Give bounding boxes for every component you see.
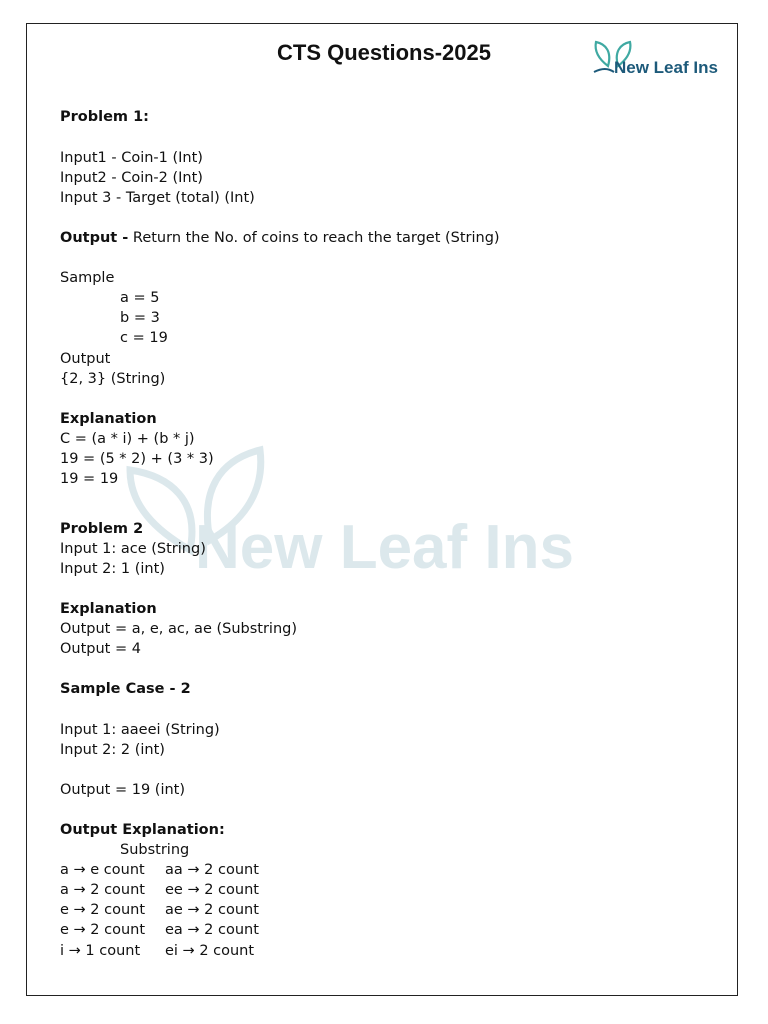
output-text: Return the No. of coins to reach the target (String) (132, 230, 500, 246)
table-cell: ei → 2 count (165, 943, 255, 959)
problem2-input2: Input 2: 1 (int) (60, 561, 165, 577)
problem2-explanation-heading: Explanation (60, 601, 157, 617)
explanation-heading: Explanation (60, 411, 157, 427)
table-cell: e → 2 count (60, 922, 146, 938)
substring-label: Substring (120, 842, 190, 858)
problem2-input1: Input 1: ace (String) (60, 541, 206, 557)
table-cell: ea → 2 count (165, 922, 259, 938)
problem2-exp1: Output = a, e, ac, ae (Substring) (60, 621, 298, 637)
table-cell: a → e count (60, 862, 145, 878)
problem1-input2: Input2 - Coin-2 (Int) (60, 170, 203, 186)
explanation-line-3: 19 = 19 (60, 471, 119, 487)
output-value: {2, 3} (String) (60, 371, 166, 387)
logo (592, 38, 742, 82)
sample-b: b = 3 (120, 310, 160, 326)
sample-case-heading: Sample Case - 2 (60, 681, 191, 697)
output-explanation-heading: Output Explanation: (60, 822, 225, 838)
explanation-line-1: C = (a * i) + (b * j) (60, 431, 195, 447)
case-input1: Input 1: aaeei (String) (60, 722, 220, 738)
watermark-text: New Leaf Ins (195, 513, 574, 582)
table-cell: aa → 2 count (165, 862, 259, 878)
problem1-output-line (60, 228, 500, 248)
sample-label: Sample (60, 270, 115, 286)
problem2-exp2: Output = 4 (60, 641, 141, 657)
page-title: CTS Questions-2025 (277, 40, 491, 65)
table-cell: a → 2 count (60, 882, 145, 898)
explanation-line-2: 19 = (5 * 2) + (3 * 3) (60, 451, 214, 467)
logo-text: New Leaf Ins (614, 58, 718, 77)
problem1-input1: Input1 - Coin-1 (Int) (60, 150, 203, 166)
table-cell: i → 1 count (60, 943, 141, 959)
table-cell: ae → 2 count (165, 902, 259, 918)
case-input2: Input 2: 2 (int) (60, 742, 165, 758)
problem2-heading: Problem 2 (60, 521, 144, 537)
sample-c: c = 19 (120, 330, 168, 346)
case-output: Output = 19 (int) (60, 782, 186, 798)
output-heading: Output (60, 351, 111, 367)
sample-a: a = 5 (120, 290, 160, 306)
output-label: Output - (60, 230, 129, 246)
table-cell: ee → 2 count (165, 882, 259, 898)
problem1-input3: Input 3 - Target (total) (Int) (60, 190, 255, 206)
problem1-heading: Problem 1: (60, 109, 149, 125)
table-cell: e → 2 count (60, 902, 146, 918)
